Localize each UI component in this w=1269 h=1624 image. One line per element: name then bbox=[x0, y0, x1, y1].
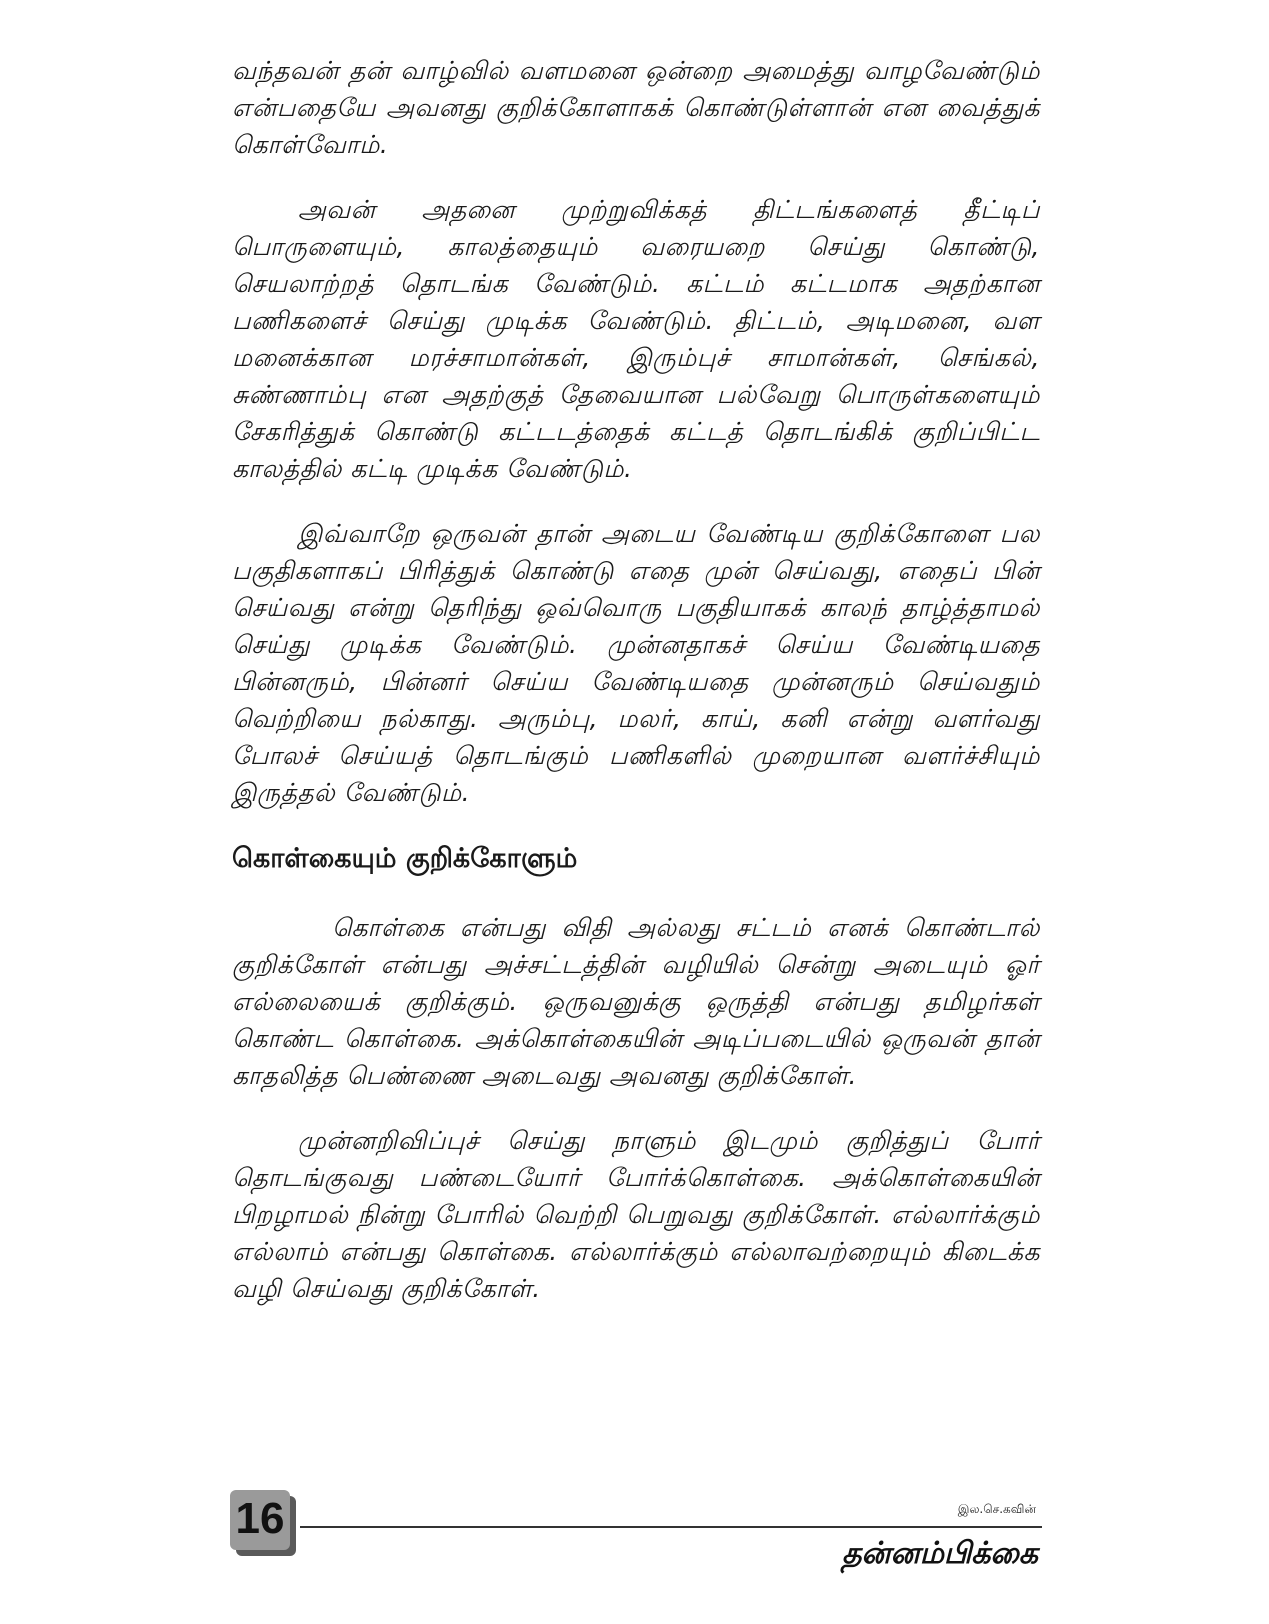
paragraph-4: கொள்கை என்பது விதி அல்லது சட்டம் எனக் கொண்டால் குறிக்கோள் என்பது அச்சட்டத்தின் வழியில் சென்று அடையும் ஓர் எல்லையைக் குறிக்கும். ஒருவனுக்கு ஒருத்தி என்பது தமிழர்கள் கொண்ட கொள்கை. அக்கொள்கையின் அடிப்படையில் ஒருவன் தான் காதலித்த பெண்ணை அடைவது அவனது குறிக்கோள். bbox=[232, 913, 1040, 1090]
paragraph-1: வந்தவன் தன் வாழ்வில் வளமனை ஒன்றை அமைத்து வாழவேண்டும் என்பதையே அவனது குறிக்கோளாகக் கொண்டுள்ளான் என வைத்துக் கொள்வோம். bbox=[232, 56, 1040, 159]
page-footer bbox=[230, 1490, 1042, 1590]
page-number-badge bbox=[230, 1490, 290, 1550]
paragraph-2: அவன் அதனை முற்றுவிக்கத் திட்டங்களைத் தீட்டிப் பொருளையும், காலத்தையும் வரையறை செய்து கொண்டு, செயலாற்றத் தொடங்க வேண்டும். கட்டம் கட்டமாக அதற்கான பணிகளைச் செய்து முடிக்க வேண்டும். திட்டம், அடிமனை, வள மனைக்கான மரச்சாமான்கள், இரும்புச் சாமான்கள், செங்கல், சுண்ணாம்பு என அதற்குத் தேவையான பல்வேறு பொருள்களையும் சேகரித்துக் கொண்டு கட்டடத்தைக் கட்டத் தொடங்கிக் குறிப்பிட்ட காலத்தில் கட்டி முடிக்க வேண்டும். bbox=[232, 195, 1041, 483]
section-heading: கொள்கையும் குறிக்கோளும் bbox=[232, 843, 578, 874]
paragraph-3: இவ்வாறே ஒருவன் தான் அடைய வேண்டிய குறிக்கோளை பல பகுதிகளாகப் பிரித்துக் கொண்டு எதை முன் செய்வது, எதைப் பின் செய்வது என்று தெரிந்து ஒவ்வொரு பகுதியாகக் காலந் தாழ்த்தாமல் செய்து முடிக்க வேண்டும். முன்னதாகச் செய்ய வேண்டியதை பின்னரும், பின்னர் செய்ய வேண்டியதை முன்னரும் செய்வதும் வெற்றியை நல்காது. அரும்பு, மலர், காய், கனி என்று வளர்வது போலச் செய்யத் தொடங்கும் பணிகளில் முறையான வளர்ச்சியும் இருத்தல் வேண்டும். bbox=[232, 519, 1040, 807]
page-number: 16 bbox=[235, 1494, 285, 1543]
footer-author: இல.செ.கவின் bbox=[957, 1502, 1036, 1516]
page-content bbox=[232, 52, 1040, 1335]
footer-divider bbox=[300, 1526, 1042, 1528]
footer-book-title: தன்னம்பிக்கை bbox=[842, 1536, 1038, 1571]
paragraph-5: முன்னறிவிப்புச் செய்து நாளும் இடமும் குறித்துப் போர் தொடங்குவது பண்டையோர் போர்க்கொள்கை. அக்கொள்கையின் பிறழாமல் நின்று போரில் வெற்றி பெறுவது குறிக்கோள். எல்லார்க்கும் எல்லாம் என்பது கொள்கை. எல்லார்க்கும் எல்லாவற்றையும் கிடைக்க வழி செய்வது குறிக்கோள். bbox=[232, 1126, 1040, 1303]
